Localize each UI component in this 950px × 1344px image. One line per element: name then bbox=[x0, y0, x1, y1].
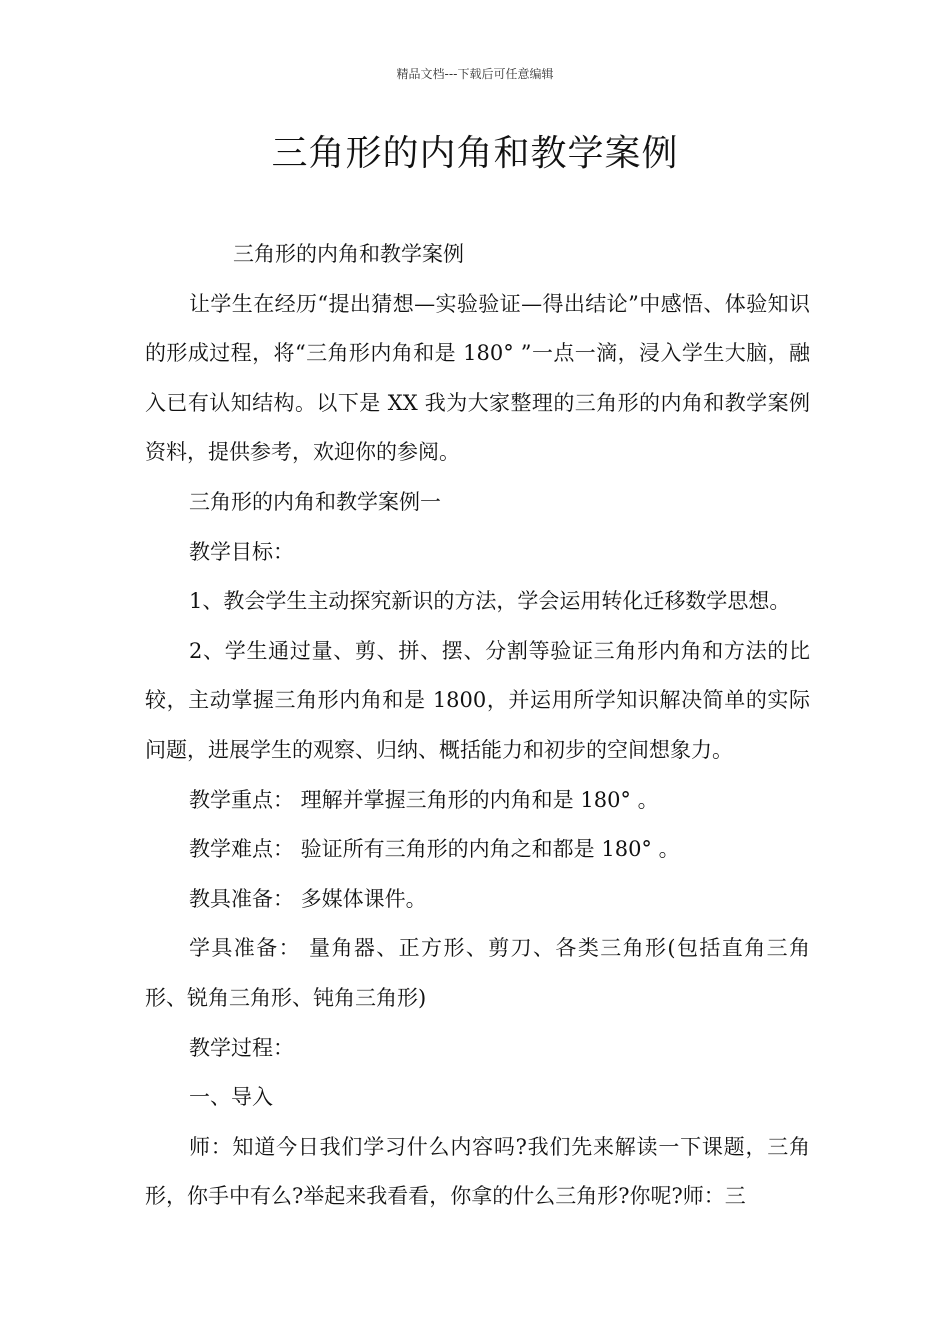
paragraph-process-heading: 教学过程： bbox=[189, 1035, 294, 1060]
paragraph-intro: 让学生在经历“提出猜想—实验验证—得出结论”中感悟、体验知识的形成过程，将“三角形内角和是 180° ”一点一滴，浸入学生大脑，融入已有认知结构。以下是 XX 我为大家整理的三角形的内角和教学案例资料，提供参考，欢迎你的参阅。 bbox=[145, 291, 810, 465]
paragraph-case-one-heading: 三角形的内角和教学案例一 bbox=[189, 489, 441, 514]
paragraph-goal-1: 1、教会学生主动探究新识的方法，学会运用转化迁移数学思想。 bbox=[189, 589, 791, 614]
document-body bbox=[145, 230, 810, 1222]
paragraph-goal-2: 2、学生通过量、剪、拼、摆、分割等验证三角形内角和方法的比较，主动掌握三角形内角和是 1800，并运用所学知识解决简单的实际问题，进展学生的观察、归纳、概括能力和初步的空间想象力。 bbox=[145, 638, 810, 762]
paragraph-key-point: 教学重点： 理解并掌握三角形的内角和是 180° 。 bbox=[189, 787, 659, 812]
paragraph-student-aids: 学具准备： 量角器、正方形、剪刀、各类三角形(包括直角三角形、锐角三角形、钝角三角形) bbox=[145, 936, 810, 1010]
header-watermark: 精品文档---下载后可任意编辑 bbox=[396, 67, 554, 81]
paragraph-difficulty: 教学难点： 验证所有三角形的内角之和都是 180° 。 bbox=[189, 837, 680, 862]
paragraph-section-intro: 一、导入 bbox=[189, 1085, 273, 1110]
paragraph-teaching-goals-heading: 教学目标： bbox=[189, 539, 294, 564]
paragraph-teacher-dialogue: 师：知道今日我们学习什么内容吗?我们先来解读一下课题，三角形，你手中有么?举起来我看看，你拿的什么三角形?你呢?师：三 bbox=[145, 1134, 810, 1209]
paragraph-subtitle: 三角形的内角和教学案例 bbox=[233, 242, 464, 266]
document-title: 三角形的内角和教学案例 bbox=[271, 133, 679, 174]
paragraph-teaching-aids: 教具准备： 多媒体课件。 bbox=[189, 886, 427, 911]
